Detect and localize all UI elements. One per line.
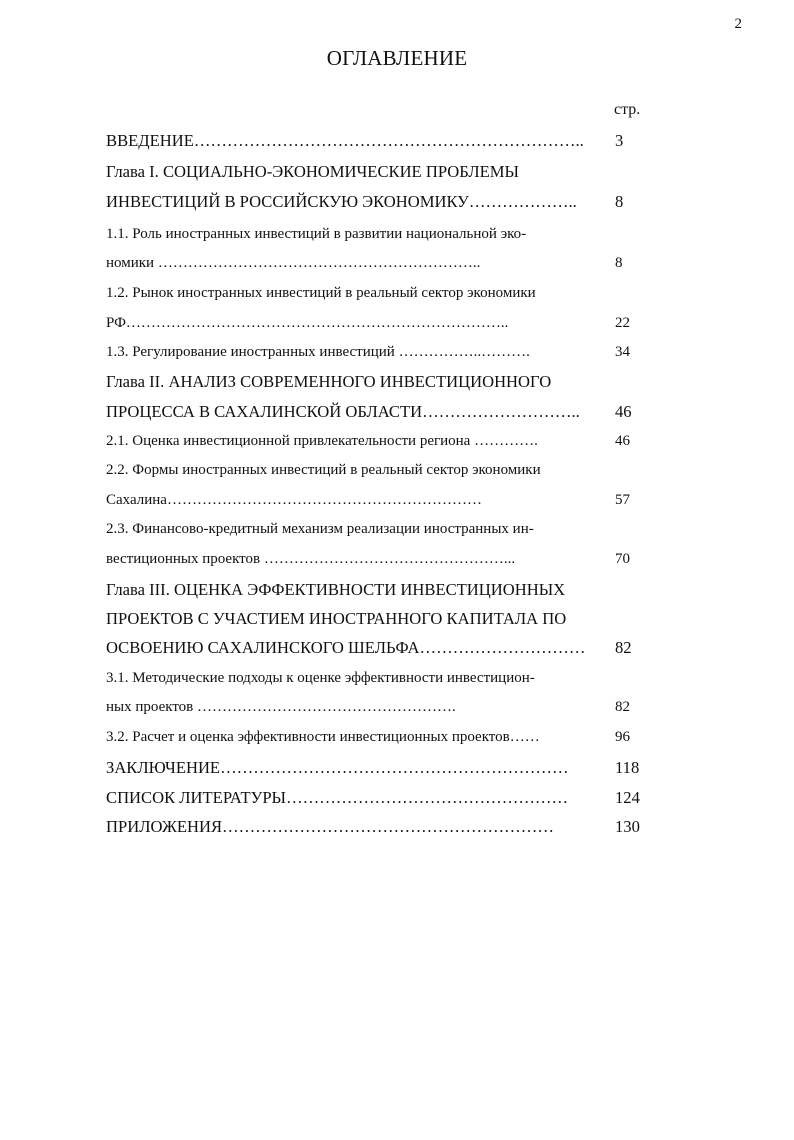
- toc-entry-conclusion: [106, 758, 646, 782]
- toc-entry-title: ных проектов …………………………………………….: [106, 699, 456, 715]
- toc-entry-chapter-2: [106, 372, 646, 396]
- toc-entry-appendices: [106, 817, 646, 841]
- toc-entry-section-1-1: [106, 226, 646, 250]
- toc-entry-section-1-3: [106, 344, 646, 368]
- toc-entry-title: СПИСОК ЛИТЕРАТУРЫ……………………………………………: [106, 788, 569, 807]
- page-number: 2: [734, 16, 742, 32]
- toc-entry-page: 118: [615, 758, 640, 777]
- toc-entry-title: ЗАКЛЮЧЕНИЕ………………………………………………………: [106, 758, 569, 777]
- toc-entry-page: 124: [615, 788, 640, 807]
- toc-entry-page: 96: [615, 729, 630, 745]
- toc-entry-page: 46: [615, 433, 630, 449]
- toc-entry-title: ИНВЕСТИЦИЙ В РОССИЙСКУЮ ЭКОНОМИКУ………………..: [106, 192, 577, 211]
- toc-entry-chapter-3-cont: [106, 609, 646, 633]
- toc-entry-chapter-1-cont: [106, 192, 646, 216]
- toc-entry-references: [106, 788, 646, 812]
- toc-entry-page: 46: [615, 402, 632, 421]
- toc-entry-page: 130: [615, 817, 640, 836]
- toc-entry-title: вестиционных проектов …………………………………………...: [106, 551, 516, 567]
- toc-entry-page: 57: [615, 492, 630, 508]
- toc-entry-page: 82: [615, 699, 630, 715]
- toc-entry-page: 70: [615, 551, 630, 567]
- toc-entry-title: 1.2. Рынок иностранных инвестиций в реальный сектор экономики: [106, 285, 536, 301]
- page-title: ОГЛАВЛЕНИЕ: [326, 46, 468, 70]
- toc-entry-title: ПРИЛОЖЕНИЯ……………………………………………………: [106, 817, 554, 836]
- toc-entry-title: Сахалина………………………………………………………: [106, 492, 482, 508]
- toc-entry-page: 8: [615, 255, 623, 271]
- toc-entry-title: ПРОЕКТОВ С УЧАСТИЕМ ИНОСТРАННОГО КАПИТАЛА ПО: [106, 609, 567, 628]
- toc-entry-section-2-3: [106, 521, 646, 545]
- toc-entry-section-2-3-cont: [106, 551, 646, 575]
- pages-column-header: стр.: [614, 101, 641, 118]
- toc-entry-page: 3: [615, 131, 624, 150]
- toc-entry-title: 3.1. Методические подходы к оценке эффективности инвестицион-: [106, 670, 535, 686]
- toc-entry-section-3-1-cont: [106, 699, 646, 723]
- toc-entry-section-2-2-cont: [106, 492, 646, 516]
- toc-entry-page: 82: [615, 638, 632, 657]
- toc-entry-section-3-2: [106, 729, 646, 753]
- toc-entry-title: ПРОЦЕССА В САХАЛИНСКОЙ ОБЛАСТИ………………………..: [106, 402, 580, 421]
- toc-entry-title: 2.3. Финансово-кредитный механизм реализации иностранных ин-: [106, 521, 534, 537]
- toc-entry-title: 3.2. Расчет и оценка эффективности инвестиционных проектов……: [106, 729, 540, 745]
- toc-entry-title: ВВЕДЕНИЕ……………………………………………………………..: [106, 131, 584, 150]
- toc-entry-chapter-3-cont-2: [106, 638, 646, 662]
- toc-entry-title: Глава I. СОЦИАЛЬНО-ЭКОНОМИЧЕСКИЕ ПРОБЛЕМЫ: [106, 162, 519, 181]
- toc-entry-section-2-1: [106, 433, 646, 457]
- toc-entry-section-3-1: [106, 670, 646, 694]
- toc-entry-page: 34: [615, 344, 630, 360]
- toc-entry-title: ОСВОЕНИЮ САХАЛИНСКОГО ШЕЛЬФА…………………………: [106, 638, 586, 657]
- toc-entry-section-1-1-cont: [106, 255, 646, 279]
- toc-entry-chapter-1: [106, 162, 646, 186]
- toc-entry-page: 8: [615, 192, 624, 211]
- toc-entry-title: 1.3. Регулирование иностранных инвестиций ……………..……….: [106, 344, 530, 360]
- toc-entry-section-1-2-cont: [106, 315, 646, 339]
- toc-entry-section-1-2: [106, 285, 646, 309]
- toc-entry-introduction: [106, 131, 646, 155]
- toc-entry-title: 2.2. Формы иностранных инвестиций в реальный сектор экономики: [106, 462, 541, 478]
- toc-entry-title: 1.1. Роль иностранных инвестиций в развитии национальной эко-: [106, 226, 527, 242]
- toc-entry-title: Глава II. АНАЛИЗ СОВРЕМЕННОГО ИНВЕСТИЦИОННОГО: [106, 372, 552, 391]
- toc-entry-chapter-3: [106, 580, 646, 604]
- toc-entry-page: 22: [615, 315, 630, 331]
- toc-entry-chapter-2-cont: [106, 402, 646, 426]
- toc-entry-title: номики ………………………………………………………..: [106, 255, 481, 271]
- toc-entry-title: Глава III. ОЦЕНКА ЭФФЕКТИВНОСТИ ИНВЕСТИЦИОННЫХ: [106, 580, 566, 599]
- toc-entry-section-2-2: [106, 462, 646, 486]
- toc-entry-title: РФ…………………………………………………………………..: [106, 315, 509, 331]
- toc-entry-title: 2.1. Оценка инвестиционной привлекательности региона ………….: [106, 433, 538, 449]
